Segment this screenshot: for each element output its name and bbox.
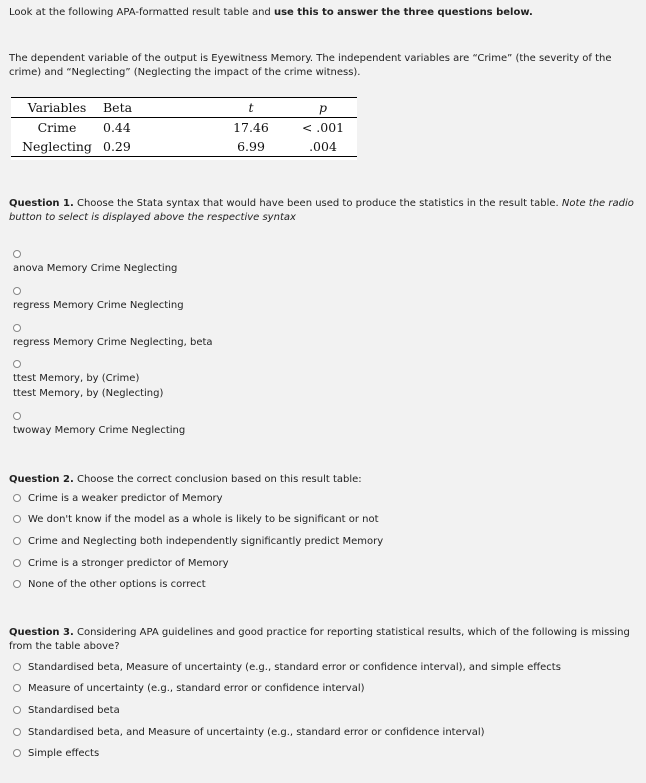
q3-option-5-text: Simple effects — [28, 747, 100, 759]
q3-option-3-text: Standardised beta — [28, 704, 120, 716]
radio-q3-option-1[interactable] — [13, 663, 21, 671]
question-1-label: Question 1. — [9, 198, 74, 209]
cell-p: .004 — [289, 137, 357, 157]
q1-option-4-text-line2: ttest Memory, by (Neglecting) — [13, 388, 164, 399]
instructions — [9, 6, 639, 20]
q2-option-5-text: None of the other options is correct — [28, 578, 206, 590]
question-3-text: Considering APA guidelines and good practice for reporting statistical results, which of the following is missing from the table above? — [9, 627, 630, 652]
radio-q3-option-3[interactable] — [13, 706, 21, 714]
radio-q2-option-4[interactable] — [13, 559, 21, 567]
question-3-label: Question 3. — [9, 627, 74, 638]
radio-q2-option-2[interactable] — [13, 515, 21, 523]
question-2-prompt — [9, 473, 639, 487]
q2-option-3[interactable] — [13, 534, 383, 548]
table-row — [11, 137, 357, 157]
radio-q1-option-3[interactable] — [13, 324, 21, 332]
q2-option-5[interactable] — [13, 577, 206, 591]
radio-q3-option-5[interactable] — [13, 749, 21, 757]
q2-option-4[interactable] — [13, 556, 229, 570]
q2-option-1-text: Crime is a weaker predictor of Memory — [28, 492, 223, 504]
question-3-prompt — [9, 626, 639, 654]
q1-option-1-text: anova Memory Crime Neglecting — [13, 263, 178, 274]
cell-variable: Crime — [37, 120, 77, 135]
cell-beta: 0.44 — [103, 120, 131, 135]
cell-p: < .001 — [301, 120, 345, 135]
cell-t: 6.99 — [213, 137, 289, 157]
q3-option-4[interactable] — [13, 725, 485, 739]
question-1-prompt — [9, 197, 639, 225]
question-2-text: Choose the correct conclusion based on this result table: — [73, 474, 362, 485]
radio-q3-option-4[interactable] — [13, 728, 21, 736]
header-beta: Beta — [103, 98, 213, 118]
instructions-text: Look at the following APA-formatted result table and — [9, 7, 274, 18]
q2-option-2[interactable] — [13, 512, 379, 526]
radio-q1-option-2[interactable] — [13, 287, 21, 295]
radio-q3-option-2[interactable] — [13, 684, 21, 692]
q2-option-2-text: We don't know if the model as a whole is likely to be significant or not — [28, 513, 379, 525]
radio-q1-option-5[interactable] — [13, 412, 21, 420]
q1-option-5-text: twoway Memory Crime Neglecting — [13, 425, 186, 436]
q3-option-1[interactable] — [13, 660, 561, 674]
apa-result-table — [11, 97, 357, 160]
variable-description: The dependent variable of the output is Eyewitness Memory. The independent variables are “Crime” (the severity of the crime) and “Neglecting” (Neglecting the impact of the crime witness). — [9, 53, 612, 78]
instructions-bold: use this to answer the three questions below. — [273, 7, 533, 18]
radio-q2-option-1[interactable] — [13, 494, 21, 502]
radio-q2-option-5[interactable] — [13, 580, 21, 588]
q3-option-2-text: Measure of uncertainty (e.g., standard error or confidence interval) — [28, 682, 365, 694]
cell-variable: Neglecting — [11, 137, 103, 157]
cell-t: 17.46 — [233, 120, 269, 135]
radio-q2-option-3[interactable] — [13, 537, 21, 545]
question-2-label: Question 2. — [9, 474, 74, 485]
radio-q1-option-4[interactable] — [13, 360, 21, 368]
q3-option-3[interactable] — [13, 703, 120, 717]
header-t: t — [213, 98, 289, 118]
q1-option-4-text: ttest Memory, by (Crime) — [13, 373, 140, 384]
table-row — [11, 118, 357, 138]
q3-option-5[interactable] — [13, 746, 99, 760]
q3-option-4-text: Standardised beta, and Measure of uncertainty (e.g., standard error or confidence interval) — [28, 726, 485, 738]
question-1-note: Note the radio button to select is displayed above the respective syntax — [9, 198, 634, 223]
q2-option-1[interactable] — [13, 491, 223, 505]
q1-option-2-text: regress Memory Crime Neglecting — [13, 300, 184, 311]
header-p: p — [289, 98, 357, 118]
question-1-text: Choose the Stata syntax that would have been used to produce the statistics in the result table. — [73, 198, 562, 209]
header-variables: Variables — [11, 98, 103, 118]
cell-beta: 0.29 — [103, 137, 213, 157]
q1-option-3-text: regress Memory Crime Neglecting, beta — [13, 337, 213, 348]
q2-option-3-text: Crime and Neglecting both independently significantly predict Memory — [28, 535, 384, 547]
q3-option-1-text: Standardised beta, Measure of uncertainty (e.g., standard error or confidence interval), and simple effects — [28, 661, 561, 673]
q2-option-4-text: Crime is a stronger predictor of Memory — [28, 557, 229, 569]
q3-option-2[interactable] — [13, 681, 365, 695]
radio-q1-option-1[interactable] — [13, 250, 21, 258]
